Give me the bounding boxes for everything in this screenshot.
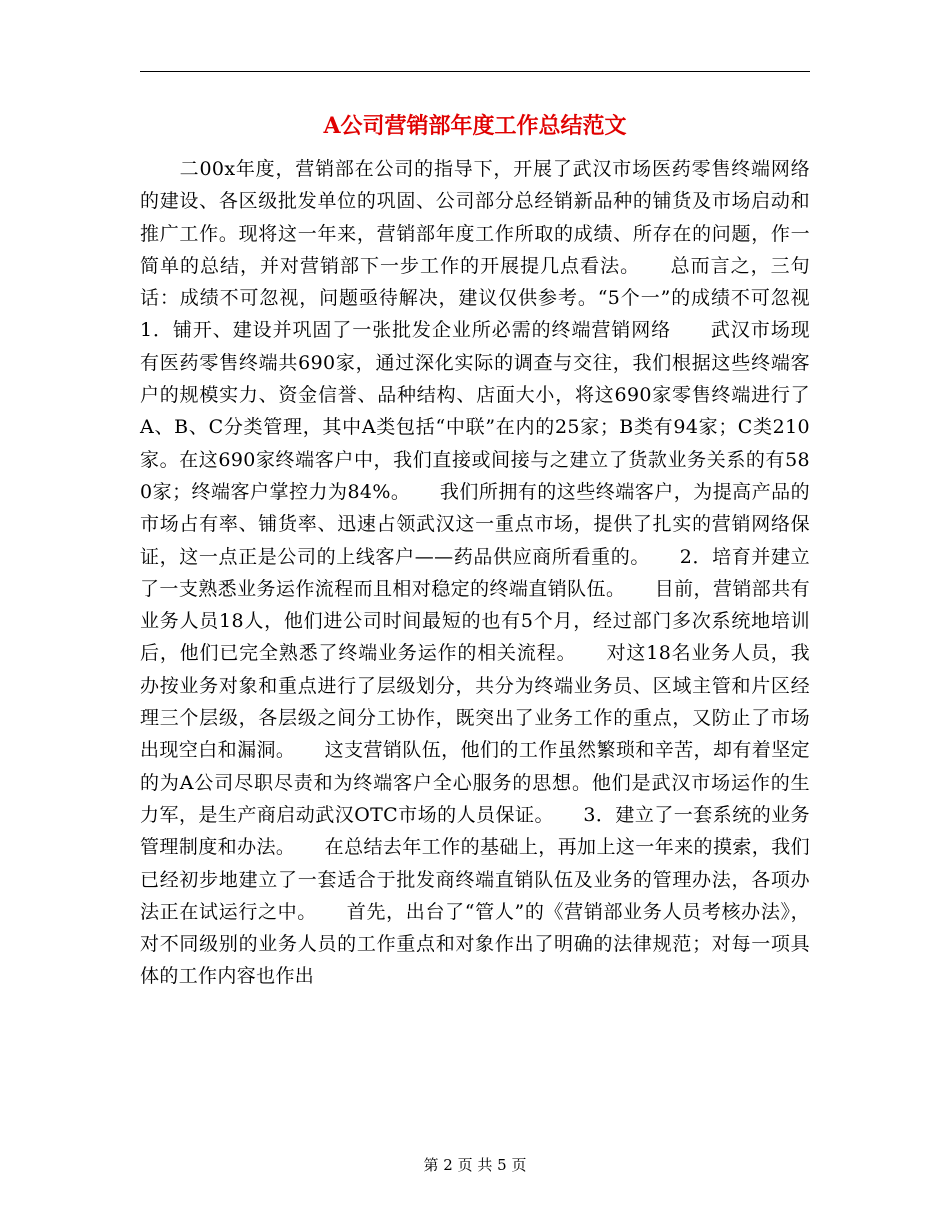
document-body: 二00x年度，营销部在公司的指导下，开展了武汉市场医药零售终端网络的建设、各区级批发单位的巩固、公司部分总经销新品种的铺货及市场启动和推广工作。现将这一年来，营销部年度工作所取的成绩、所存在的问题，作一简单的总结，并对营销部下一步工作的开展提几点看法。 总而言之，三句话：成绩不可忽视，问题亟待解决，建议仅供参考。“5个一”的成绩不可忽视 1．铺开、建设并巩固了一张批发企业所必需的终端营销网络 武汉市场现有医药零售终端共690家，通过深化实际的调查与交往，我们根据这些终端客户的规模实力、资金信誉、品种结构、店面大小，将这690家零售终端进行了A、B、C分类管理，其中A类包括“中联”在内的25家；B类有94家；C类210家。在这690家终端客户中，我们直接或间接与之建立了货款业务关系的有580家；终端客户掌控力为84%。 我们所拥有的这些终端客户，为提高产品的市场占有率、铺货率、迅速占领武汉这一重点市场，提供了扎实的营销网络保证，这一点正是公司的上线客户——药品供应商所看重的。 2．培育并建立了一支熟悉业务运作流程而且相对稳定的终端直销队伍。 目前，营销部共有业务人员18人，他们进公司时间最短的也有5个月，经过部门多次系统地培训后，他们已完全熟悉了终端业务运作的相关流程。 对这18名业务人员，我办按业务对象和重点进行了层级划分，共分为终端业务员、区域主管和片区经理三个层级，各层级之间分工协作，既突出了业务工作的重点，又防止了市场出现空白和漏洞。 这支营销队伍，他们的工作虽然繁琐和辛苦，却有着坚定的为A公司尽职尽责和为终端客户全心服务的思想。他们是武汉市场运作的生力军，是生产商启动武汉OTC市场的人员保证。 3．建立了一套系统的业务管理制度和办法。 在总结去年工作的基础上，再加上这一年来的摸索，我们已经初步地建立了一套适合于批发商终端直销队伍及业务的管理办法，各项办法正在试运行之中。 首先，出台了“管人”的《营销部业务人员考核办法》，对不同级别的业务人员的工作重点和对象作出了明确的法律规范；对每一项具体的工作内容也作出 bbox=[140, 158, 849, 988]
header-rule bbox=[140, 71, 810, 72]
document-title: A公司营销部年度工作总结范文 bbox=[323, 113, 627, 139]
page-number: 第 2 页 共 5 页 bbox=[423, 1156, 527, 1174]
